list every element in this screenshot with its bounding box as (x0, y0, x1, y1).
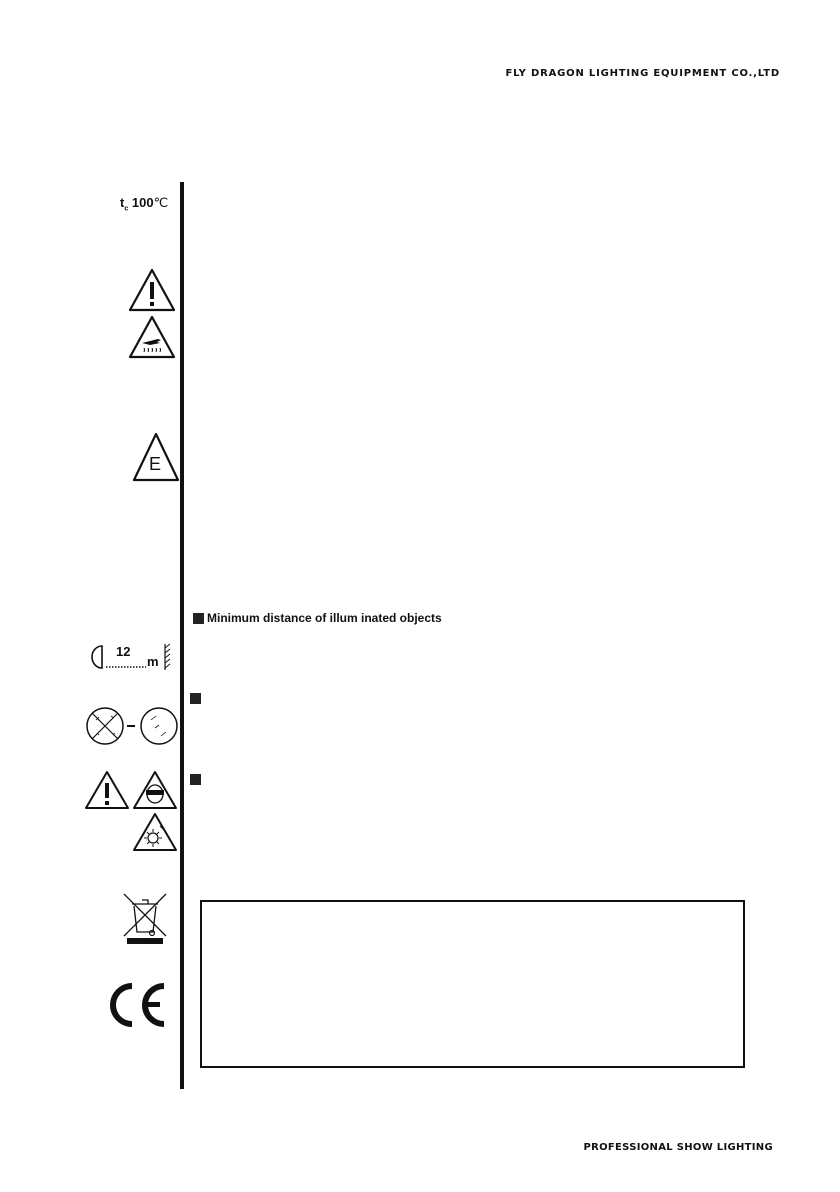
company-name: FLY DRAGON LIGHTING EQUIPMENT CO.,LTD (505, 68, 780, 79)
margin-divider (180, 182, 184, 1089)
safety-glasses-icon (132, 770, 178, 810)
section-bullet (193, 613, 204, 624)
footer-tagline: PROFESSIONAL SHOW LIGHTING (583, 1142, 773, 1153)
temp-symbol: t (120, 195, 125, 210)
hot-surface-icon (128, 315, 176, 359)
e-mark-icon (132, 432, 180, 482)
e-mark-letter: E (149, 454, 162, 474)
weee-bin-icon (120, 890, 170, 946)
warning-triangle-icon (84, 770, 130, 810)
section-bullet (190, 774, 201, 785)
temperature-rating (120, 195, 168, 213)
distance-value: 12 (116, 644, 131, 659)
temp-subscript: c (124, 205, 129, 213)
min-distance-title: Minimum distance of illum inated objects (207, 611, 442, 625)
temp-value: 100 (131, 195, 154, 210)
distance-unit: m (147, 654, 159, 669)
section-bullet (190, 693, 201, 704)
ce-mark-icon (104, 980, 170, 1030)
lens-replacement-icon (85, 705, 180, 747)
notice-box (200, 900, 745, 1068)
warning-triangle-icon (128, 268, 176, 312)
uv-hazard-icon (132, 812, 178, 852)
temp-unit: ℃ (153, 195, 169, 210)
min-distance-icon (88, 640, 178, 674)
